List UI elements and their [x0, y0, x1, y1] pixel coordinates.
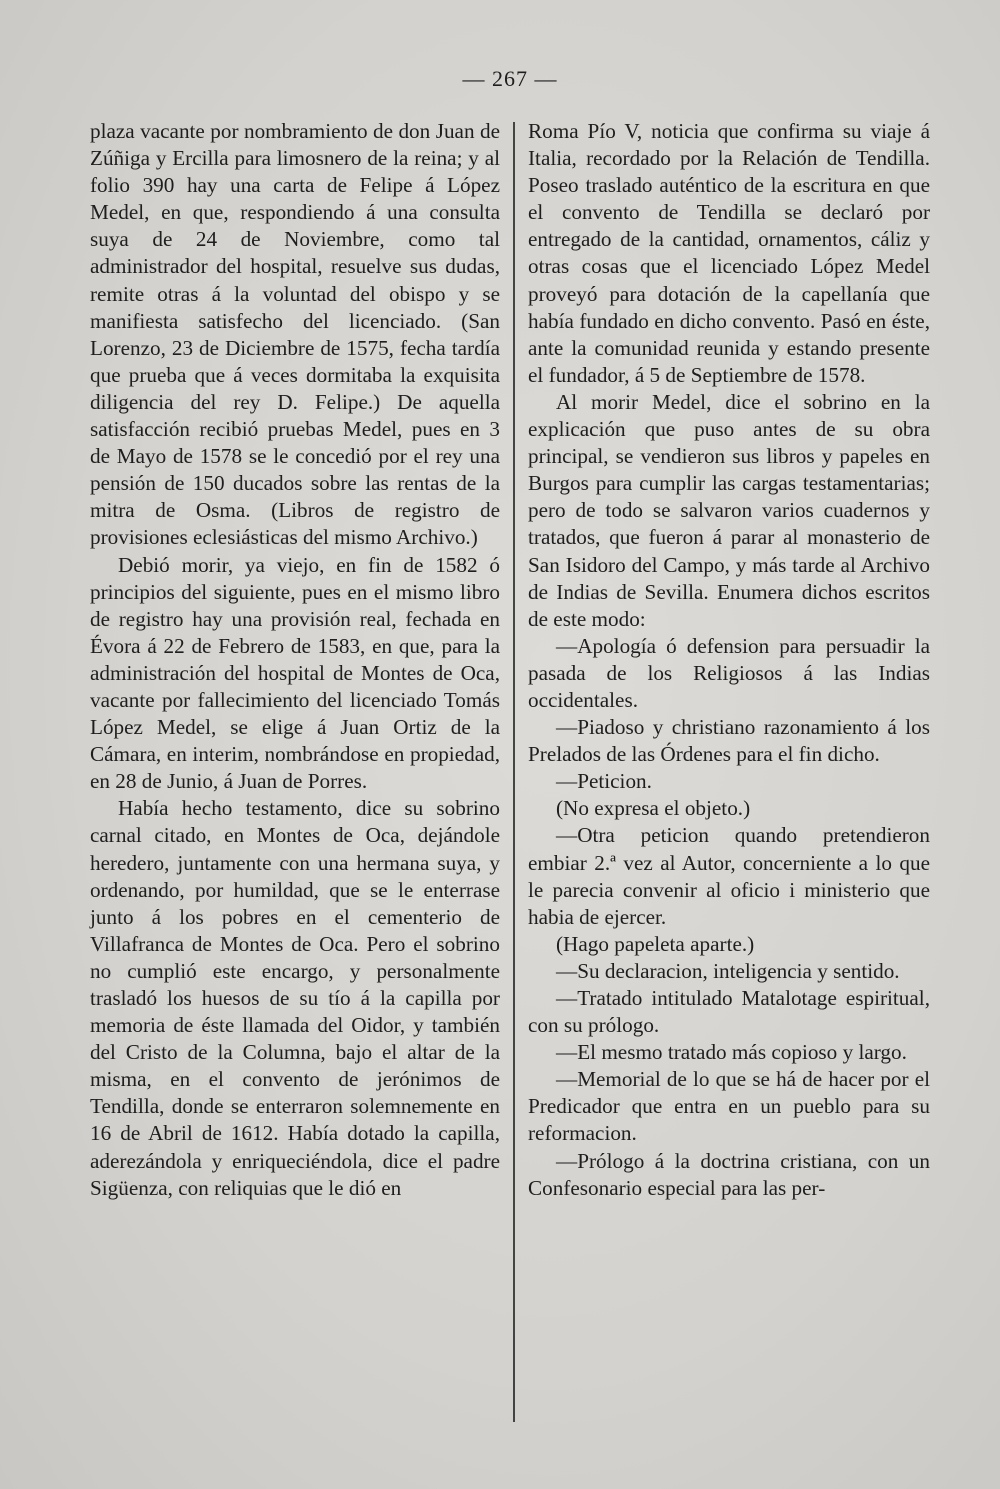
left-paragraph-1: plaza vacante por nombramiento de don Juan de Zúñiga y Ercilla para limosnero de la reina; y al folio 390 hay una carta de Felipe á López Medel, en que, respondiendo á una consulta suya de 24 de Noviembre, como tal administrador del hospital, resuelve sus dudas, remite otras á la voluntad del obispo y se manifiesta satisfecho del licenciado. (San Lorenzo, 23 de Diciembre de 1575, fecha tardía que prueba que á veces dormitaba la exquisita diligencia del rey D. Felipe.) De aquella satisfacción recibió pruebas Medel, pues en 3 de Mayo de 1578 se le concedió por el rey una pensión de 150 ducados sobre las rentas de la mitra de Osma. (Libros de registro de provisiones eclesiásticas del mismo Archivo.): [90, 119, 500, 550]
left-paragraph-3: Había hecho testamento, dice su sobrino carnal citado, en Montes de Oca, dejándole heredero, juntamente con una hermana suya, y ordenando, por humildad, que se le enterrase junto á los pobres en el cementerio de Villafranca de Montes de Oca. Pero el sobrino no cumplió este encargo, y personalmente trasladó los huesos de su tío á la capilla por memoria de éste llamada del Oidor, y también del Cristo de la Columna, bajo el altar de la misma, en el convento de jerónimos de Tendilla, donde se enterraron solemnemente en 16 de Abril de 1612. Había dotado la capilla, aderezándola y enriqueciéndola, dice el padre Sigüenza, con reliquias que le dió en: [90, 796, 500, 1200]
list-item-declaracion: —Su declaracion, inteligencia y sentido.: [556, 958, 900, 983]
list-note-objeto: (No expresa el objeto.): [556, 796, 751, 821]
list-item-otra-peticion: —Otra peticion quando pretendieron embiar 2.ª vez al Autor, concerniente a lo que le parecia convenir al oficio i ministerio que habia de ejercer.: [528, 823, 930, 929]
column-divider: [513, 122, 515, 1422]
page-number: — 267 —: [462, 66, 558, 91]
list-item-apologia: —Apología ó defension para persuadir la pasada de los Religiosos á las Indias occidentales.: [528, 633, 930, 712]
list-item-prologo: —Prólogo á la doctrina cristiana, con un Confesonario especial para las per-: [528, 1148, 930, 1200]
right-paragraph-1: Roma Pío V, noticia que confirma su viaje á Italia, recordado por la Relación de Tendilla. Poseo traslado auténtico de la escritura en que el convento de Tendilla se declaró por entregado de la cantidad, ornamentos, cáliz y otras cosas que el licenciado López Medel proveyó para dotación de la capellanía que había fundado en dicho convento. Pasó en éste, ante la comunidad reunida y estando presente el fundador, á 5 de Septiembre de 1578.: [528, 119, 930, 387]
right-paragraph-2: Al morir Medel, dice el sobrino en la explicación que puso antes de su obra principal, se vendieron sus libros y papeles en Burgos para cumplir las cargas testamentarias; pero de todo se salvaron varios cuadernos y tratados, que fueron á parar al monasterio de San Isidoro del Campo, y más tarde al Archivo de Indias de Sevilla. Enumera dichos escritos de este modo:: [528, 389, 930, 631]
list-item-matalotage: —Tratado intitulado Matalotage espiritual, con su prólogo.: [528, 986, 930, 1038]
list-item-peticion: —Peticion.: [556, 769, 652, 794]
right-column: [528, 118, 930, 1202]
list-item-mesmo-tratado: —El mesmo tratado más copioso y largo.: [556, 1040, 907, 1065]
list-note-papeleta: (Hago papeleta aparte.): [556, 931, 755, 956]
list-item-razonamiento: —Piadoso y christiano razonamiento á los Prelados de las Órdenes para el fin dicho.: [528, 715, 930, 767]
left-column: [90, 118, 500, 1202]
left-paragraph-2: Debió morir, ya viejo, en fin de 1582 ó principios del siguiente, pues en el mismo libro de registro hay una provisión real, fechada en Évora á 22 de Febrero de 1583, en que, para la administración del hospital de Montes de Oca, vacante por fallecimiento del licenciado Tomás López Medel, se elige á Juan Ortiz de la Cámara, en interim, nombrándose en propiedad, en 28 de Junio, á Juan de Porres.: [90, 552, 500, 794]
list-item-memorial: —Memorial de lo que se há de hacer por el Predicador que entra en un pueblo para su reformacion.: [528, 1067, 930, 1146]
